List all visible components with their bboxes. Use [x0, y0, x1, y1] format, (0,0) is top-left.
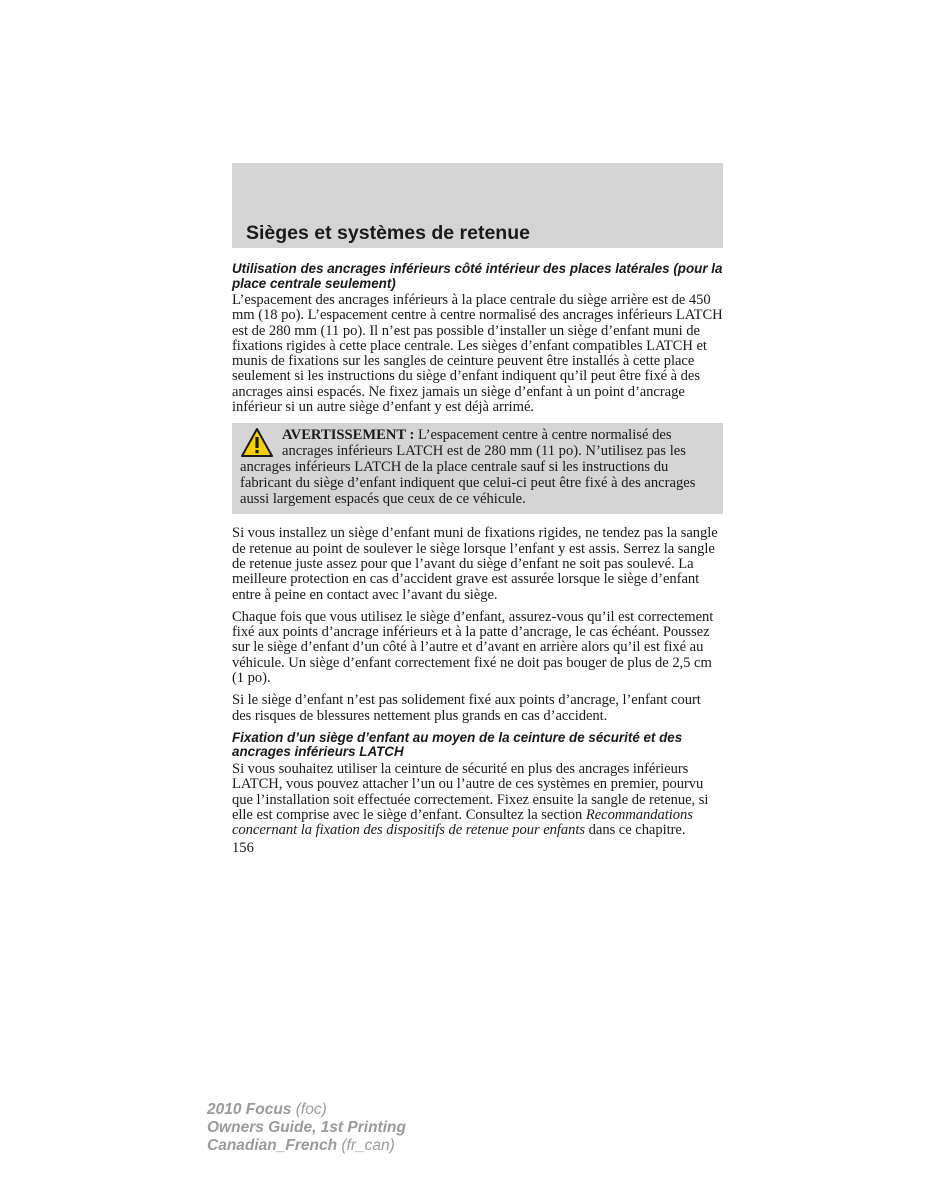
- paragraph-belt-and-latch: [232, 762, 723, 838]
- print-footer: [207, 1101, 406, 1155]
- paragraph-check-seat: Chaque fois que vous utilisez le siège d’enfant, assurez-vous qu’il est correctement fixé aux points d’ancrage inférieurs et à la patte d’ancrage, le cas échéant. Poussez sur le siège d’enfant d’un côté à l’autre et d’avant en arrière alors qu’il est fixé au véhicule. Un siège d’enfant correctement fixé ne doit pas bouger de plus de 2,5 cm (1 po).: [232, 608, 714, 687]
- footer-line-guide: Owners Guide, 1st Printing: [207, 1119, 406, 1136]
- paragraph-belt-text-after: dans ce chapitre.: [585, 822, 686, 839]
- subheading-belt-and-latch: Fixation d’un siège d’enfant au moyen de la ceinture de sécurité et des ancrages inférieurs LATCH: [232, 729, 683, 760]
- subheading-center-seat: Utilisation des ancrages inférieurs côté intérieur des places latérales (pour la place centrale seulement): [232, 261, 723, 291]
- section-title: Sièges et systèmes de retenue: [246, 222, 530, 244]
- paragraph-belt-text-before: Si vous souhaitez utiliser la ceinture de sécurité en plus des ancrages inférieurs LATCH, vous pouvez attacher l’un ou l’autre de ces systèmes en premier, pourvu que l’installation soit effectuée correctement. Fixez ensuite la sangle de retenue, si elle est comprise avec le siège d’enfant. Consultez la section: [232, 760, 709, 823]
- paragraph-rigid-attachments: Si vous installez un siège d’enfant muni de fixations rigides, ne tendez pas la sangle de retenue au point de soulever le siège lorsque l’enfant y est assis. Serrez la sangle de retenue juste assez pour que l’avant du siège d’enfant ne soit pas soulevé. La meilleure protection en cas d’accident grave est assurée lorsque le siège d’enfant entre à peine en contact avec l’avant du siège.: [232, 525, 718, 603]
- warning-triangle-icon: [240, 427, 274, 459]
- paragraph-injury-risk: Si le siège d’enfant n’est pas solidement fixé aux points d’ancrage, l’enfant court des risques de blessures nettement plus grands en cas d’accident.: [232, 692, 701, 724]
- paragraph-anchor-spacing: L’espacement des ancrages inférieurs à la place centrale du siège arrière est de 450 mm (18 po). L’espacement centre à centre normalisé des ancrages inférieurs LATCH est de 280 mm (11 po). Il n’est pas possible d’installer un siège d’enfant muni de fixations rigides à cette place centrale. Les sièges d’enfant compatibles LATCH et munis de fixations sur les sangles de ceinture peuvent être installés à cette place seulement si les instructions du siège d’enfant indiquent qu’il peut être fixé à des ancrages ainsi espacés. Ne fixez jamais un siège d’enfant à un point d’ancrage inférieur si un autre siège d’enfant y est déjà arrimé.: [232, 292, 723, 416]
- page-content: [232, 262, 723, 856]
- warning-label: AVERTISSEMENT :: [282, 427, 415, 444]
- footer-line-model: 2010 Focus (foc): [207, 1101, 327, 1118]
- warning-text: L’espacement centre à centre normalisé des ancrages inférieurs LATCH est de 280 mm (11 po). N’utilisez pas les ancrages inférieurs LATCH de la place centrale sauf si les instructions du fabricant du siège d’enfant indiquent que celui-ci peut être fixé à des ancrages aussi largement espacés que ceux de ce véhicule.: [240, 427, 696, 508]
- section-reference: Recommandations concernant la fixation des dispositifs de retenue pour enfants: [232, 806, 693, 839]
- page-number: 156: [232, 840, 254, 857]
- footer-line-language: Canadian_French (fr_can): [207, 1137, 395, 1154]
- warning-box: [232, 423, 723, 514]
